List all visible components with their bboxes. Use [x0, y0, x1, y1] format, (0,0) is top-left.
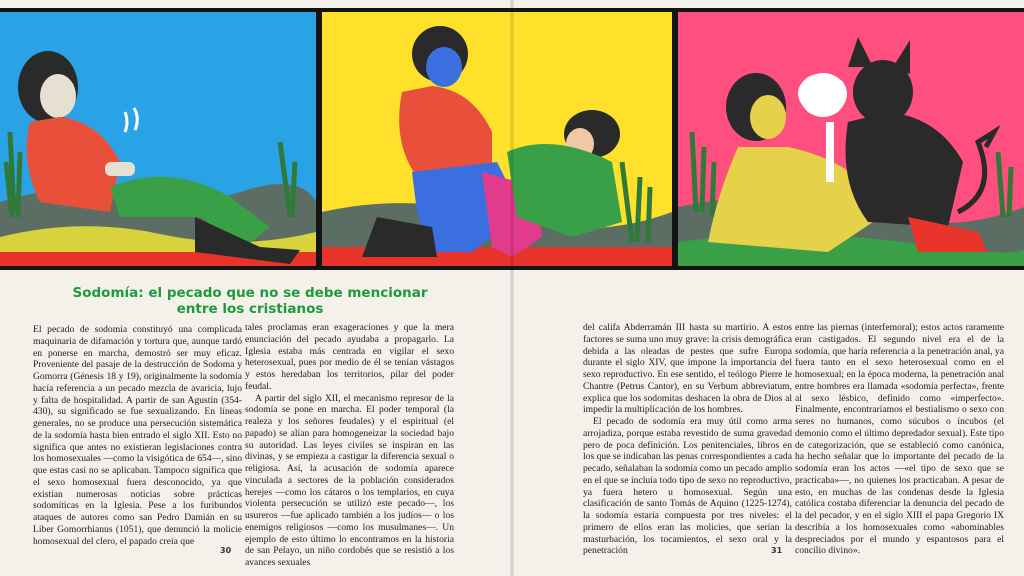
paragraph: tales proclamas eran exageraciones y que la mera enunciación del pecado ayudaba a propagarlo. La Iglesia estaba más centrada en vigilar el sexo heterosexual, pues por medio de él se tenían vástagos y estos heredaban los territorios, pilar del poder feudal. — [245, 322, 454, 392]
panel-3-art — [678, 12, 1024, 266]
paragraph: entre las piernas (interfemoral); estos actos raramente eran castigados. El segundo nivel era el de la sodomía, que haría referencia a la penetración anal, ya fuera tanto en el sexo heterosexual como en el homosexual; en la época moderna, la penetración anal entre hombres era llamada «sodomía perfecta», frente al sexo lésbico, definido como «imperfecto». Finalmente, encontraríamos el bestialismo o sexo con seres no humanos, como súcubos o íncubos (el demonio como el último depredador sexual). Este tipo de categorización, que se estableció como canónica, ha hecho señalar que lo importante del pecado de la sodomía eran los actos —«el tipo de sexo que se practicaba»—, no quienes los practicaban. A pesar de esto, en muchas de las condenas desde la Iglesia católica costaba diferenciar la denuncia del pecado de la del pecador, y en el siglo XIII el papa Gregorio IX describía a los homosexuales como «abominables despreciados por el mundo y espantosos para el concilio divino». — [795, 322, 1004, 557]
paragraph: El pecado de sodomía constituyó una complicada maquinaria de difamación y tortura que, aunque tardó en ponerse en marcha, demostró ser muy eficaz. Proveniente del pasaje de la destrucción de Sodoma y Gomorra (Génesis 18 y 19), originalmente la sodomía hacía referencia a un pecado mezcla de avaricia, lujo y falta de hospitalidad. A partir de san Agustín (354-430), su significado se fue sexualizando. En líneas generales, no se produce una persecución sistemática de la sodomía hasta bien entrado el siglo XII. Esto no significa que antes no existieran legislaciones contra los homosexuales —como la visigótica de 654—, sino que estas casi no se aplicaban. Tampoco significa que el sexo homosexual fuera desconocido, ya que existían numerosas noticias sobre prácticas sodomíticas en la Iglesia. Pese a los furibundos ataques de autores como san Pedro Damián en su Liber Gomorrhianus (1051), que denunció la molicie homosexual del clero, el papado creía que — [33, 324, 242, 547]
text-column-4 — [795, 322, 1004, 557]
illustration-panel-3 — [678, 12, 1024, 266]
headline-line-1: Sodomía: el pecado que no se debe mencionar — [72, 285, 428, 301]
text-column-1 — [33, 324, 242, 547]
headline-line-2: entre los cristianos — [176, 301, 324, 317]
illustration-panel-1 — [0, 12, 316, 266]
paragraph: El pecado de sodomía era muy útil como arma arrojadiza, porque estaba revestido de suma gravedad pero de poca definición. Los penitenciales, libros en los que se indicaban las penas correspondientes a cada pecado, señalaban la sodomía como un pecado amplio en el que se incluía todo tipo de sexo no reproductivo, ya fuera hetero u homosexual. Según una clasificación de santo Tomás de Aquino (1225-1274), la sodomía estaría compuesta por tres niveles: el primero de ellos eran las molicies, que serían la masturbación, los tocamientos, el sexo oral y la penetración — [583, 416, 792, 557]
panel-2-art — [322, 12, 672, 266]
panel-1-art — [0, 12, 316, 266]
paragraph: del califa Abderramán III hasta su martirio. A estos factores se suma uno muy grave: la crisis demográfica debida a las oleadas de pestes que sufre Europa durante el siglo XIV, que impone la importancia del sexo reproductivo. En ese sentido, el teólogo Pierre le Chantre (Petrus Cantor), en su Verbum abbreviatum, explica que los sodomitas deshacen la obra de Dios al impedir la multiplicación de los hombres. — [583, 322, 792, 416]
article-headline — [60, 285, 440, 317]
page-number-right: 31 — [771, 546, 783, 555]
page-number-left: 30 — [220, 546, 232, 555]
paragraph: A partir del siglo XII, el mecanismo represor de la sodomía se pone en marcha. El poder temporal (la realeza y los señores feudales) y el espiritual (el papado) se alían para homogeneizar la sociedad bajo su autoridad. Las leyes civiles se inspiran en las divinas, y se empieza a castigar la diferencia sexual o religiosa. Así, la acusación de sodomía aparece vinculada a sectores de la población considerados herejes —como los cátaros o los templarios, en cuya violenta persecución se utilizó este pecado—, los usureros —fue aplicado también a los judíos— o los enemigos religiosos —como los musulmanes—. Un ejemplo de esto último lo encontramos en la historia de san Pelayo, un niño cordobés que se resistió a los avances sexuales — [245, 392, 454, 568]
text-column-3 — [583, 322, 792, 557]
illustration-panel-2 — [322, 12, 672, 266]
page-gutter — [510, 0, 514, 576]
text-column-2 — [245, 322, 454, 569]
